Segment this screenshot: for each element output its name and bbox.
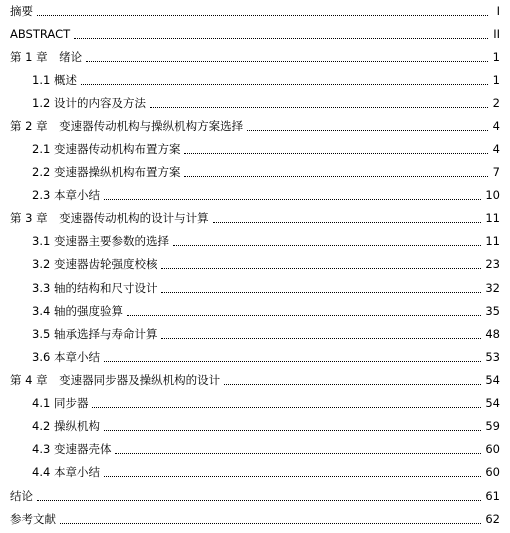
toc-dot-leader [104,467,481,477]
toc-entry-page: I [496,4,500,18]
toc-entry-section [0,462,500,482]
toc-dot-leader [247,121,488,131]
toc-entry-title: 2.3 本章小结 [32,188,100,202]
toc-entry-page: 62 [485,512,500,526]
toc-dot-leader [150,98,488,108]
toc-dot-leader [115,444,481,454]
toc-dot-leader [104,190,481,200]
toc-entry-section [0,93,500,113]
toc-dot-leader [104,352,481,362]
toc-entry-section [0,162,500,182]
toc-entry-title: 4.4 本章小结 [32,465,100,479]
toc-entry-abstract-cn [0,1,500,21]
toc-entry-page: 61 [485,489,500,503]
toc-dot-leader [184,167,488,177]
toc-entry-section [0,139,500,159]
toc-dot-leader [104,421,481,431]
toc-entry-section [0,439,500,459]
toc-entry-section [0,324,500,344]
toc-entry-title: 2.2 变速器操纵机构布置方案 [32,165,181,179]
toc-entry-references [0,509,500,529]
toc-entry-page: 10 [485,188,500,202]
toc-entry-chapter-4 [0,370,500,390]
toc-entry-page: 60 [485,442,500,456]
toc-entry-page: 60 [485,465,500,479]
toc-dot-leader [173,236,481,246]
toc-entry-chapter-2 [0,116,500,136]
toc-dot-leader [74,29,488,39]
toc-entry-page: 4 [492,142,500,156]
toc-dot-leader [81,75,488,85]
toc-dot-leader [37,6,488,16]
toc-entry-chapter-1 [0,47,500,67]
toc-entry-section [0,301,500,321]
toc-entry-title: 3.2 变速器齿轮强度校核 [32,257,158,271]
toc-entry-section [0,231,500,251]
toc-entry-page: 35 [485,304,500,318]
toc-dot-leader [127,306,481,316]
toc-dot-leader [92,398,481,408]
toc-entry-title: 4.2 操纵机构 [32,419,100,433]
toc-entry-title: 第 4 章 变速器同步器及操纵机构的设计 [10,373,221,387]
toc-entry-abstract-en [0,24,500,44]
toc-entry-section [0,254,500,274]
toc-entry-title: 摘要 [10,4,33,18]
toc-entry-title: ABSTRACT [10,27,71,41]
toc-entry-title: 结论 [10,489,33,503]
toc-dot-leader [37,491,481,501]
toc-entry-page: 32 [485,281,500,295]
toc-entry-page: 54 [485,373,500,387]
toc-entry-page: 1 [492,50,500,64]
toc-entry-title: 3.4 轴的强度验算 [32,304,123,318]
toc-entry-title: 4.3 变速器壳体 [32,442,112,456]
toc-entry-section [0,185,500,205]
toc-entry-page: 11 [485,211,500,225]
toc-entry-section [0,70,500,90]
toc-entry-title: 第 2 章 变速器传动机构与操纵机构方案选择 [10,119,244,133]
toc-dot-leader [161,283,481,293]
toc-dot-leader [184,144,488,154]
toc-entry-title: 3.3 轴的结构和尺寸设计 [32,281,158,295]
toc-dot-leader [161,329,481,339]
toc-entry-title: 1.1 概述 [32,73,77,87]
toc-entry-title: 第 3 章 变速器传动机构的设计与计算 [10,211,209,225]
toc-entry-section [0,278,500,298]
toc-entry-title: 4.1 同步器 [32,396,89,410]
toc-entry-page: 59 [485,419,500,433]
toc-entry-page: II [493,27,500,41]
toc-dot-leader [86,52,488,62]
toc-entry-section [0,347,500,367]
toc-dot-leader [60,514,481,524]
toc-entry-title: 3.6 本章小结 [32,350,100,364]
toc-entry-title: 2.1 变速器传动机构布置方案 [32,142,181,156]
toc-entry-page: 11 [485,234,500,248]
toc-entry-title: 第 1 章 绪论 [10,50,83,64]
toc-entry-title: 1.2 设计的内容及方法 [32,96,146,110]
toc-dot-leader [161,259,481,269]
toc-entry-page: 48 [485,327,500,341]
toc-entry-title: 3.1 变速器主要参数的选择 [32,234,169,248]
toc-entry-page: 7 [492,165,500,179]
toc-entry-page: 23 [485,257,500,271]
toc-entry-conclusion [0,486,500,506]
toc-entry-section [0,393,500,413]
toc-entry-page: 2 [492,96,500,110]
toc-entry-page: 54 [485,396,500,410]
toc-entry-chapter-3 [0,208,500,228]
toc-dot-leader [213,213,482,223]
toc-entry-page: 4 [492,119,500,133]
toc-dot-leader [224,375,481,385]
toc-entry-title: 参考文献 [10,512,56,526]
toc-entry-page: 1 [492,73,500,87]
toc-entry-page: 53 [485,350,500,364]
toc-entry-section [0,416,500,436]
toc-entry-title: 3.5 轴承选择与寿命计算 [32,327,158,341]
